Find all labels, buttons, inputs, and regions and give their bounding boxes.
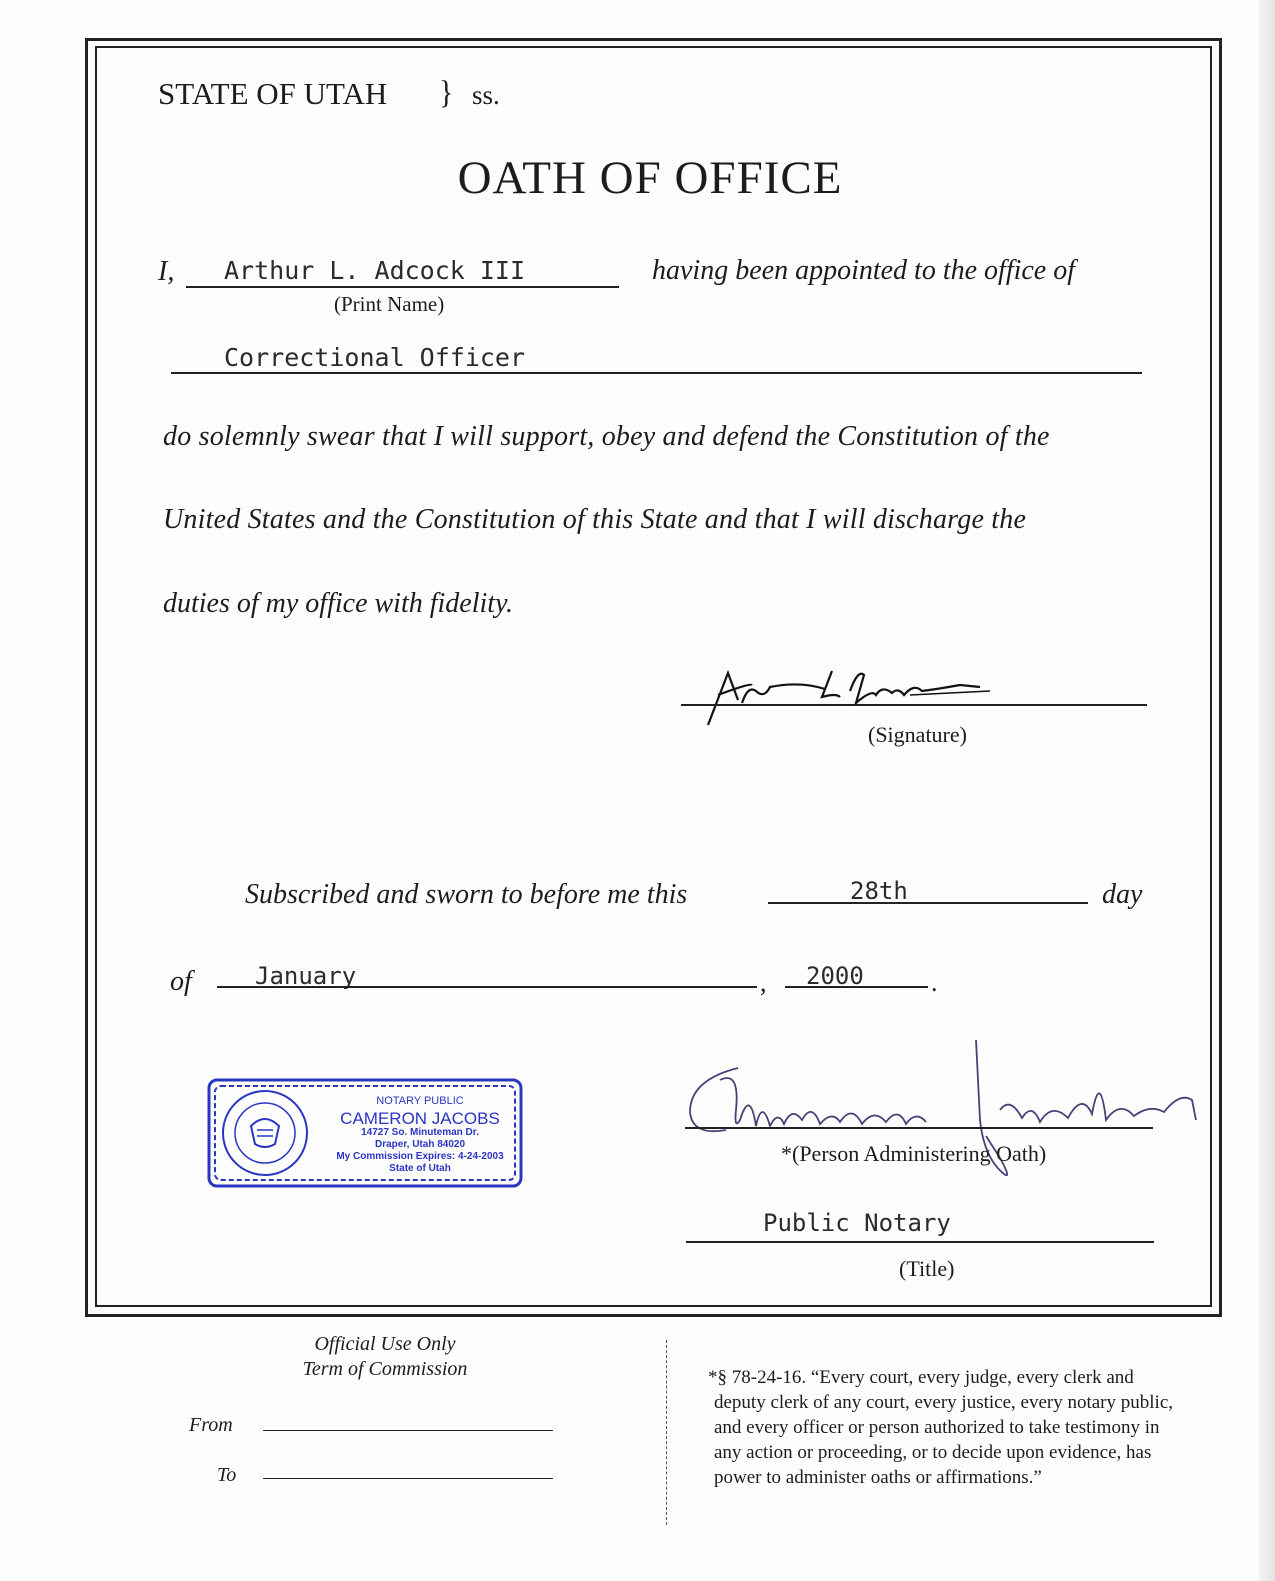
year-field: 2000 [806,962,864,990]
document-title: OATH OF OFFICE [457,152,843,204]
of-word: of [170,966,192,997]
signature-underline [681,704,1147,706]
month-field: January [255,962,357,990]
signer-signature [690,655,1010,730]
office-field: Correctional Officer [224,343,526,372]
name-field: Arthur L. Adcock III [224,256,526,285]
section-divider [666,1340,667,1525]
administrator-caption: *(Person Administering Oath) [781,1141,1047,1166]
administrator-underline [685,1127,1153,1129]
official-use-subtitle: Term of Commission [302,1358,468,1380]
stamp-name: CAMERON JACOBS [340,1109,500,1128]
period: . [931,968,938,997]
stamp-commission: My Commission Expires: 4-24-2003 [336,1151,504,1162]
ss-label: ss. [472,80,500,110]
month-underline [217,986,757,988]
footnote-line-2: deputy clerk of any court, every justice, every notary public, [714,1392,1173,1413]
day-word: day [1102,879,1143,910]
to-field[interactable] [263,1478,553,1479]
footnote-line-5: power to administer oaths or affirmations.” [714,1467,1042,1488]
brace: } [439,74,454,111]
office-underline [171,372,1142,374]
appointed-text: having been appointed to the office of [652,255,1076,286]
subscribed-text: Subscribed and sworn to before me this [245,879,688,910]
year-underline [785,986,928,988]
title-caption: (Title) [899,1256,955,1281]
footnote-line-4: any action or proceeding, or to decide upon evidence, has [714,1442,1152,1463]
print-name-caption: (Print Name) [334,292,445,316]
footnote-line-3: and every officer or person authorized to take testimony in [714,1417,1160,1438]
state-heading: STATE OF UTAH [158,76,388,111]
comma: , [760,968,767,997]
to-label: To [217,1464,237,1486]
oath-line-1: do solemnly swear that I will support, obey and defend the Constitution of the [163,421,1050,452]
stamp-heading: NOTARY PUBLIC [376,1095,464,1107]
title-field: Public Notary [763,1209,951,1237]
day-field: 28th [850,877,908,905]
official-use-title: Official Use Only [314,1333,456,1355]
from-label: From [189,1414,233,1436]
day-underline [768,902,1088,904]
signature-caption: (Signature) [868,722,967,747]
footnote-line-1: *§ 78-24-16. “Every court, every judge, every clerk and [708,1367,1134,1388]
title-underline [686,1241,1154,1243]
name-underline [186,286,619,288]
from-field[interactable] [263,1430,553,1431]
stamp-address-2: Draper, Utah 84020 [374,1139,466,1150]
stamp-state: State of Utah [389,1163,451,1174]
oath-line-3: duties of my office with fidelity. [163,588,513,619]
i-prefix: I, [158,256,175,287]
stamp-address-1: 14727 So. Minuteman Dr. [361,1127,479,1138]
page-edge [1259,0,1275,1581]
oath-line-2: United States and the Constitution of this State and that I will discharge the [163,504,1027,535]
